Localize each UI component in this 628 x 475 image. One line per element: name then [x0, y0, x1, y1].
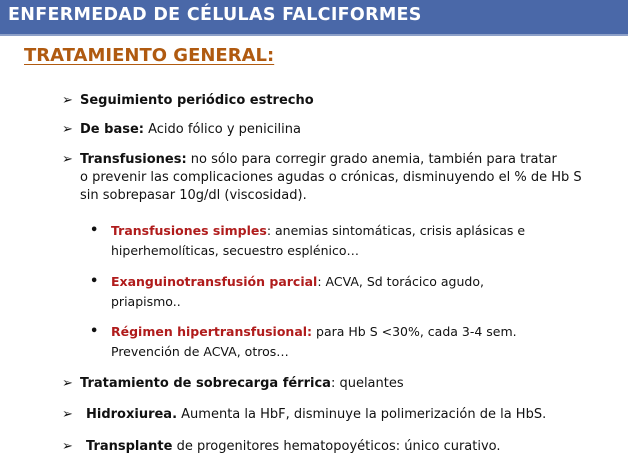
bullet-icon: •	[90, 324, 99, 339]
sub-item-continuation: hiperhemolíticas, secuestro esplénico…	[111, 243, 359, 258]
list-item	[80, 92, 314, 110]
list-item	[80, 375, 404, 393]
arrow-bullet-icon: ➢	[62, 93, 73, 108]
sub-item-text: para Hb S <30%, cada 3-4 sem.	[312, 324, 517, 339]
item-text: Aumenta la HbF, disminuye la polimerización de la HbS.	[177, 407, 547, 422]
item-heading: Transfusiones:	[80, 152, 187, 167]
item-heading: Transplante	[86, 439, 173, 454]
item-heading: Tratamiento de sobrecarga férrica	[80, 376, 331, 391]
bullet-icon: •	[90, 274, 99, 289]
list-item	[80, 151, 557, 169]
sub-item-heading: Transfusiones simples	[111, 223, 267, 238]
arrow-bullet-icon: ➢	[62, 376, 73, 391]
arrow-bullet-icon: ➢	[62, 439, 73, 454]
item-text: : quelantes	[330, 376, 404, 391]
item-text-continuation: sin sobrepasar 10g/dl (viscosidad).	[80, 188, 307, 203]
sub-item-continuation: Prevención de ACVA, otros…	[111, 344, 289, 359]
item-heading: Hidroxiurea.	[86, 407, 178, 422]
sub-item-heading: Exanguinotransfusión parcial	[111, 274, 318, 289]
sub-list-item	[111, 221, 525, 241]
arrow-bullet-icon: ➢	[62, 407, 73, 422]
sub-item-heading: Régimen hipertransfusional:	[111, 324, 313, 339]
list-item	[86, 406, 546, 424]
bullet-icon: •	[90, 223, 99, 238]
sub-item-text: : anemias sintomáticas, crisis aplásicas e	[266, 223, 526, 238]
sub-item-continuation: priapismo..	[111, 294, 181, 309]
slide-title: ENFERMEDAD DE CÉLULAS FALCIFORMES	[8, 5, 422, 25]
sub-list-item	[111, 322, 517, 342]
item-heading: Seguimiento periódico estrecho	[80, 93, 314, 108]
list-item	[80, 121, 301, 139]
item-text: Acido fólico y penicilina	[143, 122, 301, 137]
section-title: TRATAMIENTO GENERAL:	[24, 45, 275, 66]
item-text: de progenitores hematopoyéticos: único curativo.	[172, 439, 501, 454]
arrow-bullet-icon: ➢	[62, 122, 73, 137]
item-heading: De base:	[80, 122, 144, 137]
item-text-continuation: o prevenir las complicaciones agudas o crónicas, disminuyendo el % de Hb S	[80, 170, 582, 185]
list-item	[86, 438, 501, 456]
sub-list-item	[111, 272, 484, 292]
arrow-bullet-icon: ➢	[62, 152, 73, 167]
item-text: no sólo para corregir grado anemia, también para tratar	[186, 152, 557, 167]
slide-header	[0, 0, 628, 36]
sub-item-text: : ACVA, Sd torácico agudo,	[317, 274, 484, 289]
